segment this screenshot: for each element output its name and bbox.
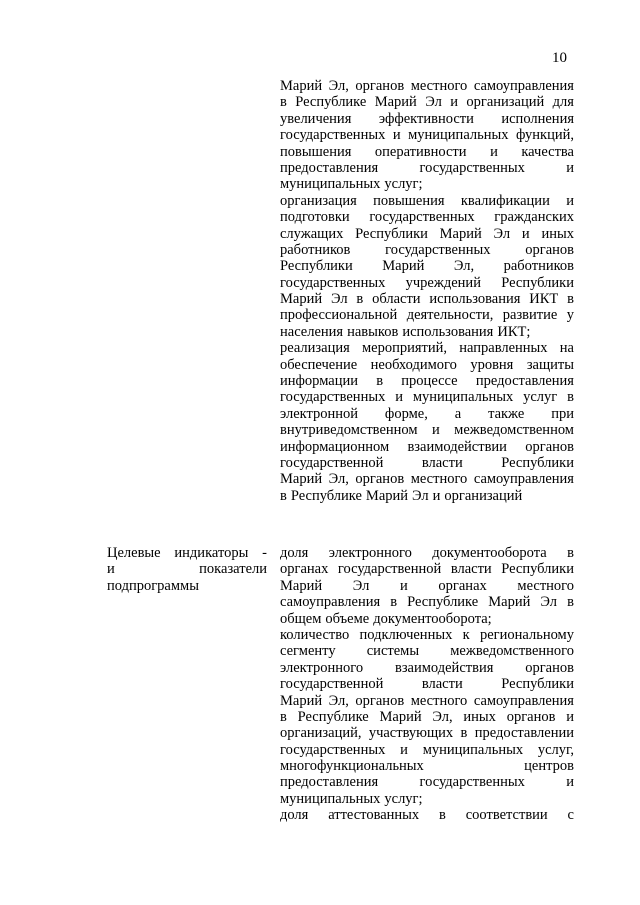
text-line — [280, 488, 574, 504]
word: на — [559, 340, 574, 357]
word: межведомственном — [454, 422, 574, 439]
word: подключенных — [359, 626, 453, 643]
word: и — [490, 143, 498, 160]
word: взаимодействия — [394, 659, 494, 676]
word: Эл, — [432, 708, 453, 725]
word: организация — [280, 192, 357, 209]
word: Республики — [501, 274, 574, 291]
word: Эл, — [328, 692, 349, 709]
word: государственных — [419, 774, 525, 791]
word: государственных — [280, 127, 386, 144]
text-line — [280, 561, 574, 577]
word: сегменту — [280, 643, 336, 660]
word: Эл — [425, 94, 442, 111]
word: уровня — [470, 356, 514, 373]
word: государственной — [280, 676, 384, 693]
text-line — [107, 578, 267, 594]
word: системы — [366, 643, 420, 660]
word: также — [488, 405, 525, 422]
text-line — [280, 258, 574, 274]
text-line — [280, 389, 574, 405]
word: с — [567, 807, 574, 824]
word: иных — [541, 225, 574, 242]
word: в — [280, 94, 287, 111]
word: самоуправления — [473, 692, 574, 709]
word: у — [566, 307, 574, 324]
word: информации — [280, 373, 358, 390]
word: государственных — [419, 159, 525, 176]
word: и — [566, 159, 574, 176]
word: направленных — [459, 340, 548, 357]
word: муниципальных — [280, 176, 381, 193]
word: Эл — [540, 594, 558, 611]
word: увеличения — [280, 110, 352, 127]
text-line — [107, 545, 267, 561]
word: использования — [402, 323, 494, 340]
text-line — [280, 275, 574, 291]
word: функций, — [515, 127, 574, 144]
word: региональному — [480, 626, 574, 643]
word: и — [450, 94, 458, 111]
word: организаций — [444, 487, 523, 504]
text-line — [280, 406, 574, 422]
word: Эл, — [453, 258, 475, 275]
word: местного — [410, 692, 468, 709]
text-line — [280, 742, 574, 758]
word: участвующих — [368, 725, 454, 742]
text-line — [280, 709, 574, 725]
word: органах — [438, 577, 487, 594]
word: - — [262, 545, 267, 561]
word: и — [566, 774, 574, 791]
word: взаимодействии — [407, 438, 507, 455]
word: в — [280, 487, 287, 504]
word: исполнения — [501, 110, 574, 127]
word: Марий — [280, 471, 323, 488]
word: Республики — [501, 561, 574, 578]
word: услуг, — [537, 741, 574, 758]
word: в — [356, 291, 364, 308]
word: услуг — [523, 389, 558, 406]
word: государственных — [280, 274, 386, 291]
word: муниципальных — [280, 790, 381, 807]
text-line — [280, 111, 574, 127]
word: государственных — [369, 209, 475, 226]
word: и — [392, 127, 401, 144]
word: Республики — [501, 676, 574, 693]
word: доля — [280, 545, 309, 561]
word: населения — [280, 323, 344, 340]
indicators-text-block — [280, 545, 574, 824]
word: индикаторы — [174, 545, 249, 561]
word: в — [439, 807, 446, 824]
word: Республике — [407, 594, 479, 611]
text-line — [107, 561, 267, 577]
word: в — [460, 725, 468, 742]
word: эффективности — [378, 110, 474, 127]
word: Республики — [355, 225, 428, 242]
word: в — [280, 708, 287, 725]
text-line — [280, 791, 574, 807]
word: мероприятий, — [362, 340, 448, 357]
text-line — [280, 676, 574, 692]
word: государственных — [280, 741, 386, 758]
text-line — [280, 611, 574, 627]
word: органов — [355, 692, 405, 709]
text-line — [280, 176, 574, 192]
word: услуг; — [384, 176, 423, 193]
text-line — [280, 307, 574, 323]
text-line — [280, 340, 574, 356]
word: количество — [280, 626, 350, 643]
text-line — [280, 455, 574, 471]
word: показатели — [199, 561, 267, 578]
word: внутриведомственном — [280, 422, 418, 439]
word: государственных — [385, 241, 491, 258]
word: местного — [410, 78, 468, 94]
word: Эл, — [328, 471, 349, 488]
word: документооборота; — [373, 610, 492, 627]
word: навыков — [347, 323, 399, 340]
word: Марий — [280, 291, 323, 308]
word: и — [395, 389, 403, 406]
word: многофункциональных — [280, 758, 424, 775]
word: предоставления — [280, 159, 379, 176]
text-line — [280, 545, 574, 561]
text-line — [280, 578, 574, 594]
word: власти — [421, 676, 463, 693]
word: иных — [463, 708, 496, 725]
word: форме, — [384, 405, 428, 422]
text-line — [280, 226, 574, 242]
word: работников — [280, 241, 351, 258]
word: доля — [280, 807, 309, 824]
word: в — [567, 291, 574, 308]
word: и — [521, 225, 530, 242]
word: Марий — [280, 577, 323, 594]
word: профессиональной — [280, 307, 398, 324]
word: соответствии — [465, 807, 548, 824]
word: и — [566, 192, 574, 209]
text-line — [280, 373, 574, 389]
word: реализация — [280, 340, 350, 357]
word: повышения — [373, 192, 445, 209]
text-line — [280, 660, 574, 676]
word: подготовки — [280, 209, 350, 226]
word: оперативности — [374, 143, 467, 160]
word: Республики — [280, 258, 353, 275]
word: информационном — [280, 438, 390, 455]
word: и — [400, 577, 408, 594]
word: необходимого — [370, 356, 457, 373]
text-line — [280, 160, 574, 176]
word: самоуправления — [473, 471, 574, 488]
word: ИКТ; — [497, 323, 531, 340]
word: самоуправления — [280, 594, 381, 611]
word: общем — [280, 610, 322, 627]
word: Марий — [379, 708, 422, 725]
word: центров — [524, 758, 574, 775]
text-line — [280, 758, 574, 774]
word: государственной — [337, 561, 442, 578]
word: использования — [429, 291, 521, 308]
word: и — [566, 708, 574, 725]
text-line — [280, 439, 574, 455]
text-line — [280, 209, 574, 225]
word: и — [400, 741, 408, 758]
text-line — [280, 127, 574, 143]
word: муниципальных — [412, 389, 514, 406]
word: Целевые — [107, 545, 161, 561]
word: области — [372, 291, 421, 308]
word: предоставлении — [474, 725, 574, 742]
word: Марий — [382, 258, 425, 275]
word: организаций — [466, 94, 545, 111]
word: ИКТ — [529, 291, 559, 308]
word: объеме — [325, 610, 370, 627]
word: местного — [410, 471, 468, 488]
word: местного — [517, 577, 574, 594]
text-line — [280, 78, 574, 94]
text-line — [280, 242, 574, 258]
text-line — [280, 144, 574, 160]
word: органов — [525, 241, 574, 258]
objectives-text-block — [280, 78, 574, 504]
text-line — [280, 725, 574, 741]
word: органов — [506, 708, 556, 725]
word: работников — [503, 258, 574, 275]
indicators-label — [107, 545, 267, 594]
word: Эл — [412, 487, 429, 504]
word: Эл — [493, 225, 511, 242]
text-line — [280, 627, 574, 643]
word: документооборота — [432, 545, 547, 561]
word: в — [390, 594, 398, 611]
word: защиты — [526, 356, 574, 373]
word: самоуправления — [473, 78, 574, 94]
word: Марий — [488, 594, 531, 611]
text-line — [280, 94, 574, 110]
word: развитие — [502, 307, 558, 324]
word: качества — [521, 143, 574, 160]
text-line — [280, 594, 574, 610]
word: в — [376, 373, 384, 390]
word: деятельности, — [406, 307, 494, 324]
word: муниципальных — [422, 741, 524, 758]
text-line — [280, 693, 574, 709]
word: Марий — [280, 692, 323, 709]
text-line — [280, 774, 574, 790]
word: в — [567, 389, 574, 406]
word: межведомственного — [450, 643, 574, 660]
word: в — [567, 545, 574, 561]
word: Эл — [352, 577, 370, 594]
page-number: 10 — [552, 50, 567, 66]
text-line — [280, 291, 574, 307]
word: в — [567, 594, 574, 611]
word: органов — [355, 471, 405, 488]
word: услуг; — [384, 790, 423, 807]
word: Марий — [365, 487, 409, 504]
word: обеспечение — [280, 356, 358, 373]
word: повышения — [280, 143, 352, 160]
word: электронного — [328, 545, 412, 561]
word: Республики — [501, 454, 574, 471]
word: Республике — [297, 708, 369, 725]
text-line — [280, 357, 574, 373]
word: электронного — [280, 659, 364, 676]
word: органах — [280, 561, 329, 578]
word: Марий — [439, 225, 482, 242]
word: власти — [450, 561, 492, 578]
word: служащих — [280, 225, 344, 242]
word: органов — [525, 438, 574, 455]
word: предоставления — [280, 774, 379, 791]
word: и — [107, 561, 115, 578]
text-line — [280, 324, 574, 340]
word: предоставления — [475, 373, 574, 390]
text-line — [280, 422, 574, 438]
word: при — [551, 405, 574, 422]
word: аттестованных — [328, 807, 420, 824]
word: и — [432, 487, 441, 504]
word: власти — [421, 454, 463, 471]
text-line — [280, 643, 574, 659]
word: подпрограммы — [107, 577, 199, 594]
text-line — [280, 193, 574, 209]
word: а — [454, 405, 462, 422]
word: к — [462, 626, 470, 643]
word: государственных — [280, 389, 386, 406]
word: Эл — [330, 291, 348, 308]
word: Эл, — [328, 78, 349, 94]
word: для — [552, 94, 574, 111]
word: органов — [355, 78, 405, 94]
word: организаций, — [280, 725, 362, 742]
word: муниципальных — [408, 127, 509, 144]
text-line — [280, 471, 574, 487]
word: учреждений — [405, 274, 481, 291]
word: гражданских — [494, 209, 574, 226]
word: Республике — [295, 94, 367, 111]
word: Марий — [374, 94, 417, 111]
word: Республике — [290, 487, 362, 504]
word: органов — [525, 659, 574, 676]
text-line — [280, 807, 574, 823]
word: процессе — [401, 373, 458, 390]
word: государственной — [280, 454, 384, 471]
word: квалификации — [460, 192, 550, 209]
word: и — [431, 422, 440, 439]
word: электронной — [280, 405, 359, 422]
word: Марий — [280, 78, 323, 94]
